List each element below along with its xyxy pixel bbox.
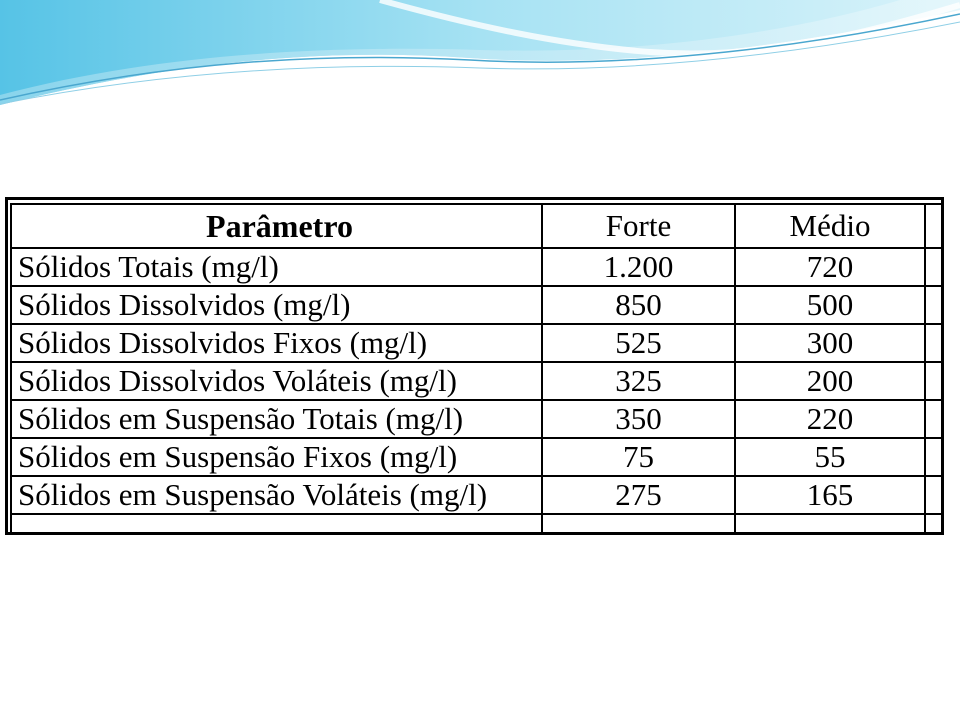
row-extra-cell xyxy=(925,324,943,362)
table-row-clipped xyxy=(11,514,943,535)
row-strong-value: 275 xyxy=(542,476,735,514)
row-parameter: Sólidos Dissolvidos Voláteis (mg/l) xyxy=(11,362,542,400)
header-extra-column xyxy=(925,204,943,248)
row-strong-value: 850 xyxy=(542,286,735,324)
row-medium-value: 720 xyxy=(735,248,925,286)
row-strong-value: 75 xyxy=(542,438,735,476)
row-medium-value: 165 xyxy=(735,476,925,514)
header-parameter: Parâmetro xyxy=(11,204,542,248)
table-row xyxy=(11,476,943,514)
table-row xyxy=(11,248,943,286)
row-medium-value: 55 xyxy=(735,438,925,476)
row-strong-value: 525 xyxy=(542,324,735,362)
row-extra-cell xyxy=(925,286,943,324)
table-header-row xyxy=(11,204,943,248)
header-medium: Médio xyxy=(735,204,925,248)
solids-parameter-table xyxy=(10,203,944,535)
row-extra-cell xyxy=(925,438,943,476)
row-medium-value: 300 xyxy=(735,324,925,362)
clipped-cell xyxy=(542,514,735,535)
row-strong-value: 1.200 xyxy=(542,248,735,286)
table-row xyxy=(11,286,943,324)
row-strong-value: 350 xyxy=(542,400,735,438)
row-medium-value: 220 xyxy=(735,400,925,438)
table-row xyxy=(11,438,943,476)
row-medium-value: 500 xyxy=(735,286,925,324)
row-parameter: Sólidos em Suspensão Totais (mg/l) xyxy=(11,400,542,438)
row-medium-value: 200 xyxy=(735,362,925,400)
data-table-container xyxy=(5,197,944,535)
clipped-cell xyxy=(735,514,925,535)
header-wave-decoration xyxy=(0,0,960,130)
row-strong-value: 325 xyxy=(542,362,735,400)
row-parameter: Sólidos Totais (mg/l) xyxy=(11,248,542,286)
clipped-cell xyxy=(925,514,943,535)
row-extra-cell xyxy=(925,476,943,514)
row-parameter: Sólidos Dissolvidos Fixos (mg/l) xyxy=(11,324,542,362)
row-extra-cell xyxy=(925,248,943,286)
row-extra-cell xyxy=(925,400,943,438)
table-row xyxy=(11,400,943,438)
table-row xyxy=(11,324,943,362)
row-parameter: Sólidos em Suspensão Fixos (mg/l) xyxy=(11,438,542,476)
clipped-cell xyxy=(11,514,542,535)
row-parameter: Sólidos Dissolvidos (mg/l) xyxy=(11,286,542,324)
row-extra-cell xyxy=(925,362,943,400)
row-parameter: Sólidos em Suspensão Voláteis (mg/l) xyxy=(11,476,542,514)
table-row xyxy=(11,362,943,400)
header-strong: Forte xyxy=(542,204,735,248)
